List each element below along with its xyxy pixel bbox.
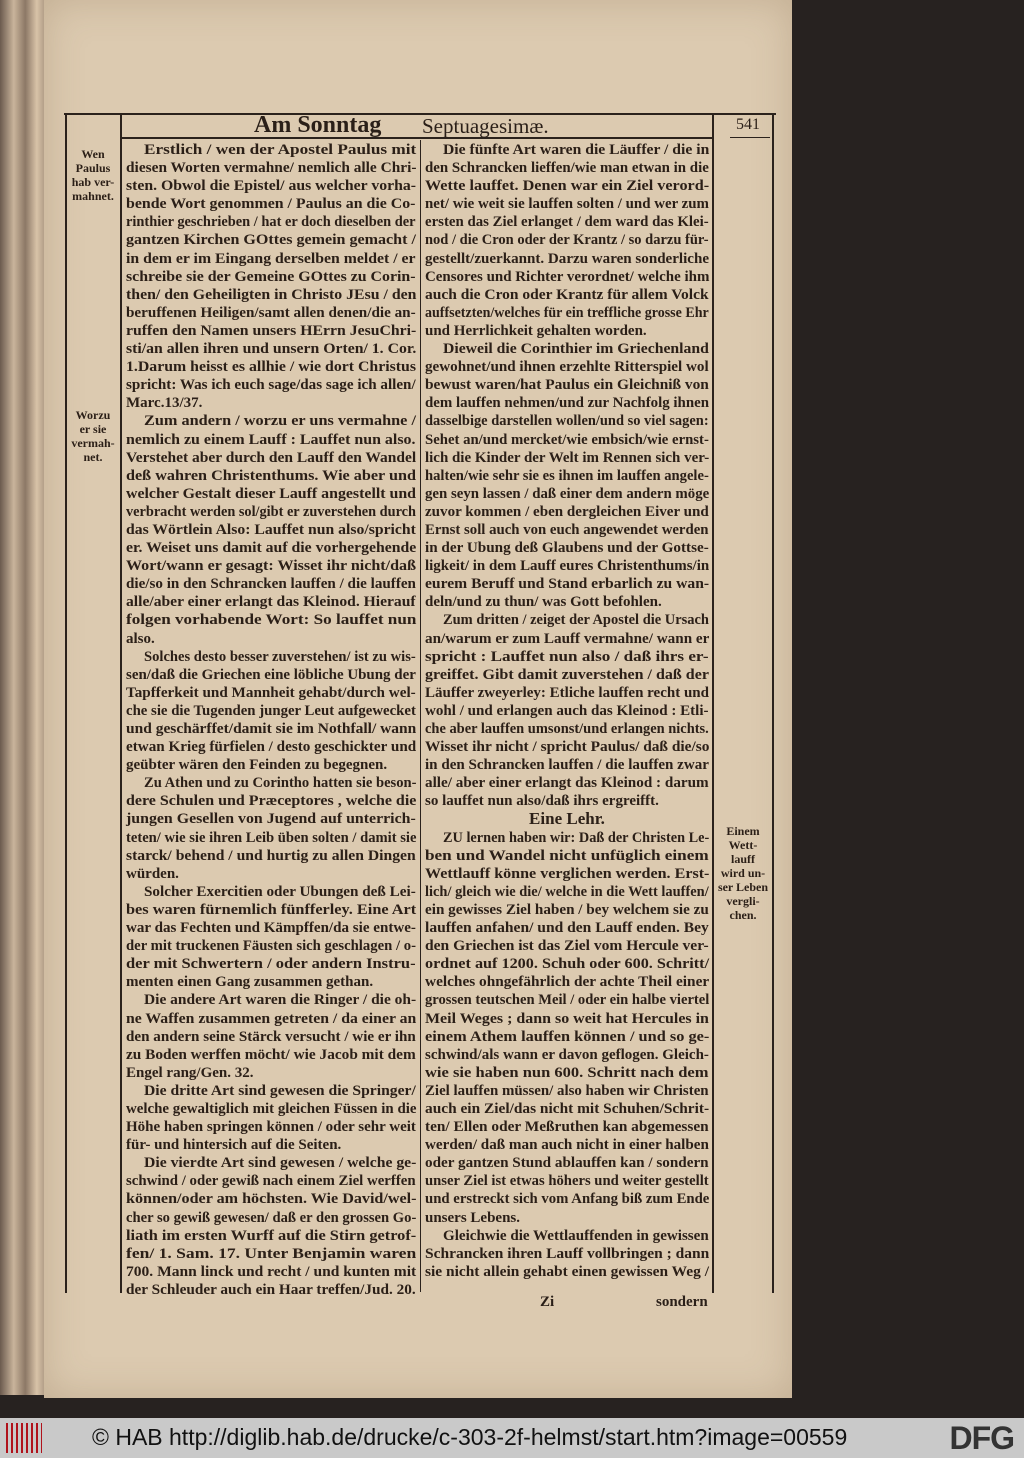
text-line: cher so gewiß gewesen/ daß er den grossen Go- xyxy=(126,1209,417,1226)
margin-note-2 xyxy=(66,408,120,464)
text-line: würden. xyxy=(126,865,179,882)
text-line: der Schleuder auch ein Haar treffen/Jud. 20. xyxy=(126,1281,416,1298)
text-line: dasselbige darstellen wollen/und so viel sagen: xyxy=(425,413,709,430)
text-line: wohl / und erlangen auch das Kleinod : Etli- xyxy=(425,702,709,719)
text-line: können/oder am höchsten. Wie David/wel- xyxy=(126,1191,417,1208)
text-line: Zum andern / worzu er uns vermahne / xyxy=(144,413,416,430)
text-line: Censores und Richter verordnet/ welche ihm xyxy=(425,268,710,285)
text-line: Die fünfte Art waren die Läuffer / die in xyxy=(443,142,710,158)
margin-note-line: hab ver- xyxy=(71,175,115,189)
text-line: den Griechen ist das Ziel vom Hercule ver- xyxy=(425,938,709,955)
margin-note-line: Worzu xyxy=(75,408,111,422)
text-line: lauffen anfahen/ und den Lauff enden. Bey xyxy=(425,920,709,937)
text-line: spricht: Was ich euch sage/das sage ich allen/ xyxy=(126,377,416,394)
text-line: dem lauffen nehmen/und zur Nachfolg ihnen xyxy=(425,395,710,412)
text-line: oder gantzen Stund ablauffen kan / sondern xyxy=(425,1155,709,1172)
margin-note-line: Einem xyxy=(726,824,760,838)
hab-logo-icon xyxy=(6,1423,42,1453)
header-rule xyxy=(120,137,712,139)
text-line: Ziel lauffen müssen/ also haben wir Christen xyxy=(425,1082,709,1099)
text-line: ne Waffen zusammen getreten / da einer an xyxy=(126,1010,417,1027)
margin-divider-left xyxy=(120,113,122,1293)
text-line: greiffet. Gibt damit zuverstehen / daß der xyxy=(425,666,709,683)
text-line: alle/aber einer erlangt das Kleinod. Hierauf xyxy=(126,594,416,611)
text-line: also. xyxy=(126,630,155,647)
text-line: then/ den Geheiligten in Christo JEsu / den xyxy=(126,286,417,303)
text-line: unsers Lebens. xyxy=(425,1209,521,1226)
text-line: starck/ behend / und hurtig zu allen Dingen xyxy=(126,847,416,864)
text-line: ben und Wandel nicht unfüglich einem xyxy=(425,847,709,864)
text-line: gestellt/zuerkannt. Darzu waren sonderliche xyxy=(425,250,710,267)
text-line: bes waren fürnemlich fünfferley. Eine Art xyxy=(126,901,417,918)
text-line: Wort/wann er gesagt: Wisset ihr nicht/daß xyxy=(126,558,416,575)
margin-note-line: Wett- xyxy=(728,838,758,852)
margin-note-line: mahnet. xyxy=(72,189,114,203)
text-line: die/so in den Schrancken lauffen / die lauffen xyxy=(126,576,416,593)
page-number: 541 xyxy=(736,116,760,133)
viewer-footer-bar xyxy=(0,1418,1024,1458)
text-line: folgen vorhabende Wort: So lauffet nun xyxy=(126,612,417,629)
text-line: lich/ gleich wie die/ welche in die Wett lauffen/ xyxy=(425,883,709,900)
text-line: fen/ 1. Sam. 17. Unter Benjamin waren xyxy=(126,1245,417,1262)
text-line: che sie die Tugenden junger Leut aufgewecket xyxy=(126,702,416,719)
text-line: liath im ersten Wurff auf die Stirn getrof- xyxy=(126,1227,417,1244)
text-line: geübter wären den Feinden zu begegnen. xyxy=(126,757,388,774)
text-line: Wettlauff könne verglichen werden. Erst- xyxy=(425,865,710,882)
text-line: ordnet auf 1200. Schuh oder 600. Schritt/ xyxy=(425,956,710,973)
text-line: Meil Weges ; dann so weit hat Hercules in xyxy=(425,1010,709,1027)
text-line: etwan Krieg fürfielen / desto geschickter und xyxy=(126,739,417,756)
text-line: eurem Beruff und Stand erbarlich zu wan- xyxy=(425,576,710,593)
header-title-right: Septuagesimæ. xyxy=(422,114,549,138)
text-line: Ernst soll auch von euch angewendet werden xyxy=(425,521,709,538)
text-line: Wisset ihr nicht / spricht Paulus/ daß die/so xyxy=(425,739,710,756)
column-divider xyxy=(420,140,421,1292)
text-line: Solcher Exercitien oder Ubungen deß Lei- xyxy=(144,883,416,900)
text-line: teten/ wie sie ihren Leib üben solten / damit sie xyxy=(126,829,417,846)
text-line: Gleichwie die Wettlauffenden in gewissen xyxy=(443,1227,709,1244)
text-line: lich die Kinder der Welt im Rennen sich ver- xyxy=(425,449,710,466)
text-line: ligkeit/ in dem Lauff eures Christenthums/in xyxy=(425,558,710,575)
text-line: Zum dritten / zeiget der Apostel die Ursach xyxy=(443,612,709,629)
text-line: Erstlich / wen der Apostel Paulus mit xyxy=(144,142,417,158)
text-line: einem Athem lauffen können / und so ge- xyxy=(425,1028,710,1045)
text-line: er. Weiset uns damit auf die vorhergehende xyxy=(126,540,417,557)
text-line: in den Schrancken lauffen / die lauffen zwar xyxy=(425,757,709,774)
text-line: für- und hintersich auf die Seiten. xyxy=(126,1137,342,1154)
text-line: auffsetzten/welches für ein treffliche grosse Ehr xyxy=(425,304,709,321)
text-line: war das Fechten und Kämpffen/da sie entwe- xyxy=(126,920,416,937)
catchword: sondern xyxy=(656,1294,708,1310)
margin-note-line: Paulus xyxy=(75,161,111,175)
text-line: verbracht werden sol/gibt er zuverstehen durch xyxy=(126,503,416,520)
top-rule xyxy=(64,113,776,115)
text-line: deß wahren Christenthums. Wie aber und xyxy=(126,467,416,484)
text-line: ZU lernen haben wir: Daß der Christen Le- xyxy=(443,829,710,846)
copyright-url[interactable]: © HAB http://diglib.hab.de/drucke/c-303-2f-helmst/start.htm?image=00559 xyxy=(92,1424,848,1450)
margin-note-line: vergli- xyxy=(726,894,760,908)
text-line: Solches desto besser zuverstehen/ ist zu wis- xyxy=(144,648,416,665)
text-line: schreibe sie der Gemeine GOttes zu Corin- xyxy=(126,268,416,285)
text-line: zuvor kommen / eben dergleichen Eiver und xyxy=(425,503,709,520)
section-heading: Eine Lehr. xyxy=(529,809,605,829)
text-line: ruffen den Namen unsers HErrn JesuChri- xyxy=(126,322,417,339)
text-line: schwind / oder gewiß nach einem Ziel werffen xyxy=(126,1173,416,1190)
margin-note-line: wird un- xyxy=(720,866,766,880)
text-line: werden/ daß man auch nicht in einer halben xyxy=(425,1137,709,1154)
margin-note-3 xyxy=(714,824,772,922)
text-line: deln/und zu thun/ was Gott befohlen. xyxy=(425,594,662,611)
text-line: der mit truckenen Fäusten sich geschlagen / o- xyxy=(126,938,416,955)
text-line: menten einen Gang zusammen gethan. xyxy=(126,974,374,991)
text-line: Die vierdte Art sind gewesen / welche ge- xyxy=(144,1155,417,1172)
margin-note-line: vermah- xyxy=(71,436,115,450)
text-line: an/warum er zum Lauff vermahne/ wann er xyxy=(425,630,710,647)
text-line: jungen Gesellen von Jugend auf unterrich- xyxy=(126,811,416,828)
margin-divider-right xyxy=(712,113,714,1293)
text-line: spricht : Lauffet nun also / daß ihrs er- xyxy=(425,648,709,665)
book-page xyxy=(44,0,792,1398)
text-line: bewust waren/hat Paulus ein Gleichniß von xyxy=(425,377,709,394)
text-line: gantzen Kirchen GOttes gemein gemacht / xyxy=(126,232,416,249)
text-line: nemlich zu einem Lauff : Lauffet nun also. xyxy=(126,431,416,448)
header-title-left: Am Sonntag xyxy=(254,112,382,138)
text-line: Marc.13/37. xyxy=(126,395,203,412)
text-line: ein gewisses Ziel haben / bey welchem sie zu xyxy=(425,901,709,918)
margin-note-1 xyxy=(66,147,120,203)
margin-note-line: lauff xyxy=(731,852,755,866)
text-line: und erstreckt sich vom Anfang biß zum Ende xyxy=(425,1191,710,1208)
margin-note-line: net. xyxy=(83,450,103,464)
text-line: ersten das Ziel erlanget / dem ward das Klei- xyxy=(425,214,709,231)
text-line: Verstehet aber durch den Lauff den Wandel xyxy=(126,449,417,466)
text-line: schwind/als wann er davon geflogen. Gleich- xyxy=(425,1046,709,1063)
text-line: so lauffet nun also/daß ihrs ergreifft. xyxy=(425,793,659,810)
text-line: den andern seine Stärck versucht / wie er ihn xyxy=(126,1028,416,1045)
dfg-logo: DFG xyxy=(949,1420,1014,1456)
text-line: sen/daß die Griechen eine löbliche Ubung der xyxy=(126,666,416,683)
text-line: bende Wort genommen / Paulus an die Co- xyxy=(126,196,416,213)
text-line: zu Boden werffen möcht/ wie Jacob mit dem xyxy=(126,1046,416,1063)
text-line: auch ein Ziel/das nicht mit Schuhen/Schrit- xyxy=(425,1100,710,1117)
text-line: in dem er im Eingang derselben meldet / er xyxy=(126,250,416,267)
text-line: Höhe haben springen können / oder sehr weit xyxy=(126,1119,416,1136)
text-line: rinthier geschrieben / hat er doch dieselben der xyxy=(126,214,416,231)
text-line: gewohnet/und ihnen erzehlte Ritterspiel wol xyxy=(425,359,709,376)
text-line: sti/an allen ihren und unsern Orten/ 1. Cor. xyxy=(126,341,417,358)
text-line: 1.Darum heisst es allhie / wie dort Christus xyxy=(126,359,416,376)
margin-note-line: chen. xyxy=(729,908,757,922)
text-line: Tapfferkeit und Mannheit gehabt/durch wel- xyxy=(126,684,416,701)
text-line: ten/ Ellen oder Meßruthen kan abgemessen xyxy=(425,1119,709,1136)
signature-mark: Zi xyxy=(540,1294,555,1310)
left-border xyxy=(65,113,67,1293)
text-line: gen seyn lassen / daß einer dem andern möge xyxy=(425,485,710,502)
text-line: Die andere Art waren die Ringer / die oh- xyxy=(144,992,417,1009)
text-line: und Herrlichkeit gehalten worden. xyxy=(425,322,647,339)
text-line: welcher Gestalt dieser Lauff angestellt und xyxy=(126,485,417,502)
text-line: beruffenen Heiligen/samt allen denen/die an- xyxy=(126,304,416,321)
text-line: Die dritte Art sind gewesen die Springer/ xyxy=(144,1082,416,1099)
text-line: sten. Obwol die Epistel/ aus welcher vorha- xyxy=(126,178,416,195)
text-line: sie nicht allein gehabt einen gewissen Weg / xyxy=(425,1263,709,1280)
text-line: Dieweil die Corinthier im Griechenland xyxy=(443,341,709,358)
text-line: halten/wie sehr sie es ihnen im lauffen angele- xyxy=(425,467,709,484)
text-line: welche gewaltiglich mit gleichen Füssen in die xyxy=(126,1100,417,1117)
text-line: nod / die Cron oder der Krantz / so darzu für- xyxy=(425,232,709,249)
text-line: Läuffer zweyerley: Etliche lauffen recht und xyxy=(425,684,709,701)
text-line: Zu Athen und zu Corintho hatten sie beson- xyxy=(144,775,417,792)
text-line: in der Ubung deß Glaubens und der Gottse- xyxy=(425,540,709,557)
text-line: auch die Cron oder Krantz für allem Volck xyxy=(425,286,709,303)
text-line: Engel rang/Gen. 32. xyxy=(126,1064,254,1081)
text-line: 700. Mann linck und recht / und kunten mit xyxy=(126,1263,417,1280)
text-line: alle/ aber einer erlangt das Kleinod : darum xyxy=(425,775,709,792)
text-line: Wette lauffet. Denen war ein Ziel verord- xyxy=(425,178,710,195)
margin-note-line: ser Leben xyxy=(717,880,769,894)
text-line: der mit Schwertern / oder andern Instru- xyxy=(126,956,416,973)
text-line: diesen Worten vermahne/ nemlich alle Chri- xyxy=(126,160,417,177)
text-line: und geschärffet/damit sie im Nothfall/ wann xyxy=(126,721,417,737)
text-line: Sehet an/und mercket/wie embsich/wie ernst- xyxy=(425,431,709,448)
text-line: Schrancken ihren Lauff vollbringen ; dann xyxy=(425,1245,710,1262)
left-text-column xyxy=(126,141,416,1299)
text-line: net/ wie weit sie lauffen solten / und wer zum xyxy=(425,196,709,213)
text-line: grossen teutschen Meil / oder ein halbe viertel xyxy=(425,992,710,1009)
right-border xyxy=(772,113,774,1293)
text-line: welches ohngefährlich der achte Theil einer xyxy=(425,974,710,991)
margin-note-line: Wen xyxy=(81,147,105,161)
text-line: che aber lauffen umsonst/und erlangen nichts. xyxy=(425,721,709,737)
text-line: das Wörtlein Also: Lauffet nun also/spricht xyxy=(126,521,416,538)
text-line: dere Schulen und Præceptores , welche die xyxy=(126,793,417,810)
adjacent-page-edges xyxy=(0,0,46,1395)
text-line: den Schrancken lieffen/wie man etwan in die xyxy=(425,160,709,177)
page-number-rule xyxy=(730,137,770,138)
text-line: unser Ziel ist etwas höhers und weiter gestellt xyxy=(425,1173,709,1190)
margin-note-line: er sie xyxy=(79,422,107,436)
text-line: wie sie haben nun 600. Schritt nach dem xyxy=(425,1064,709,1081)
right-text-column xyxy=(425,141,709,1281)
